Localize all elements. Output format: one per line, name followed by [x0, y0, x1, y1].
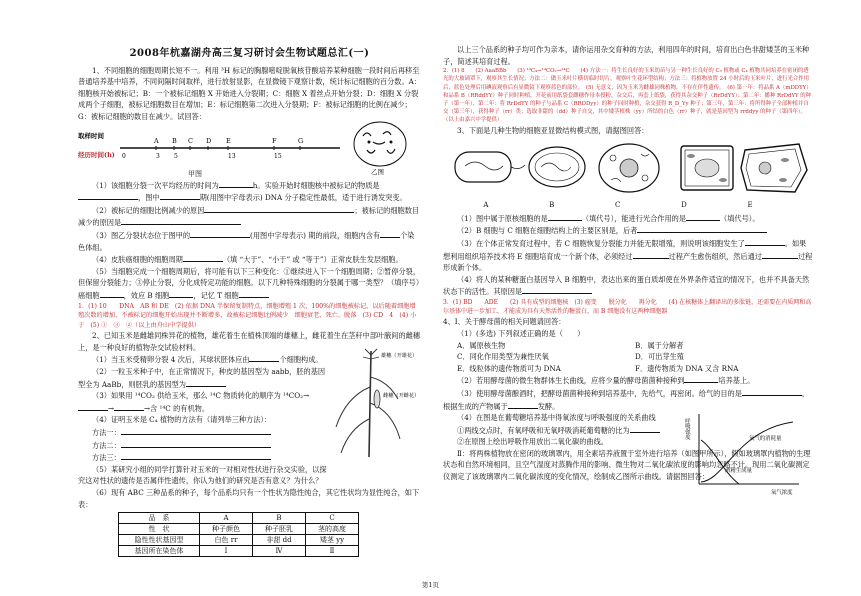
- q4-graph-section: [443, 412, 813, 497]
- table-cell: 基因所在染色体: [119, 546, 200, 557]
- answer-blank[interactable]: [204, 204, 354, 213]
- curve-label-oxygen: 氧气的消耗量: [749, 436, 782, 443]
- cell-a-bacterium: [455, 152, 525, 182]
- q2-continuation: 以上三个品系的种子均可作为亲本，请你运用杂交育种的方法，利用四年的时间，培育出白色非甜矮茎的玉米种子，简述其培育过程。: [443, 45, 810, 66]
- timeline-label-top: 取样时间: [78, 131, 104, 140]
- figure-caption-yi: 乙图: [371, 167, 384, 176]
- q4-sub4: （4）在图是在葡萄糖培养基中得氧浓度与呼吸强度的关系曲线: [457, 413, 656, 423]
- answer-blank[interactable]: [160, 191, 200, 200]
- timeline-tick-label: 13: [228, 152, 236, 160]
- q4-sub3-text: 发酵。: [537, 401, 560, 411]
- cell-labels: [453, 200, 783, 212]
- graph-xlabel: 氧气浓度: [771, 490, 793, 497]
- q3-sub3-text: 过程形成新个体。: [443, 251, 813, 273]
- timeline-point-label: D: [206, 136, 212, 145]
- q3-sub1-text: （填代号），能进行光合作用的是: [581, 213, 687, 223]
- q4-sub2: （2）若用酵母菌的微生物群体生长曲线，应将少量的酵母菌菌种接种到: [457, 376, 685, 386]
- maize-plant-diagram: [333, 347, 419, 459]
- maize-label-ear: 雌穗（开雌花）: [383, 393, 420, 400]
- option-item[interactable]: F．遗传物质为 DNA 又含 RNA: [635, 363, 739, 373]
- answer-blank[interactable]: [745, 237, 785, 246]
- q4-stem: 4、Ⅰ、关于酵母菌的相关问题请回答：: [443, 317, 566, 327]
- table-cell: 性 状: [119, 524, 200, 535]
- cell-d-plant: [681, 146, 733, 190]
- cell-label: C: [615, 201, 621, 210]
- q2-sub2: （2）一粒玉米种子中，在正常情况下，种皮的基因型为 aabb，胚的基因型全为 AaBb，则胚乳的基因型为: [78, 367, 326, 389]
- q1-sub5-text: ，记忆 T 细胞: [193, 290, 239, 300]
- q1-stem: 1、不同细胞的细胞周期长短不一。利用 ³H 标记的胸腺嘧啶脱氧核苷酸培养某种细胞一段时间后再移至普通培养基中培养，不同间隔时间取样，进行放射显影，在显微镜下观察计数，统计标记细胞的百分数。A：细胞核开始被标记；B：一个被标记细胞 X 开始进入分裂期；C：细胞 X 着丝点开始分裂；D：细胞 X 分裂成两个子细胞，被标记细胞数目在增加；E：标记细胞第二次进入分裂期；F：被标记细胞的比例在减少；G：被标记细胞的数目在减少。试回答：: [78, 65, 422, 121]
- timeline-point-label: B: [172, 136, 177, 145]
- table-cell: 品 系: [119, 513, 200, 524]
- timeline-tick-label: 5: [174, 152, 178, 160]
- option-item[interactable]: B．属于分解者: [635, 340, 684, 350]
- table-cell: Ⅱ: [306, 546, 359, 557]
- table-cell: 茎的高度: [306, 524, 359, 535]
- timeline-label-bottom: 经历时间(h): [78, 150, 115, 159]
- answer-blank[interactable]: [637, 224, 767, 233]
- table-row: [119, 524, 359, 535]
- q2-answer: 2．(1) 8 (2) AaaBBb (3) ¹⁴C₄→¹⁴CO₂→¹⁴C (4) 方法一：将生长良好的玉米幼苗与另一种生长良好的 C₃ 植物或 C₄ 植物共同培养在密闭的透光的大玻璃罩下，观察其生长情况；方法二：做玉米叶片横切临时切片，观察叶生花环型结构；方法三：将植物放置 24 小时后的玉米叶片，进行光合作用后，蓝色处理后用碘液观察后有显微镜下观察蓝色的部位。 (5) 无意义，因为玉米为雌雄同株植物，不存在伴性遗传。 (6) 第一年：将品系 A（mDDYY）和品系 B（RRddYY）种子同时种植，开花前用纸袋套雌穗作母本授粉，杂交后，再套上纸袋，获得其杂交种子（RrDdYY）；第二年：播种 RrDdYY 的种子（第一年），第二年：将 RrDdYY 的种子与品系 C（RRDDyy）的种子同时种植，杂交获得 R_D_Yy 种子；第三年，第三年：将所得种子全部种植并自交（第三年），获得种子（rr）类；选取非甜的（dd）种子自交，其中矮茎植株（yy）所结的白色（rr）种子，就是基因型为 rrddyy 的种子（第四年）。（以上由嘉兴中学提供）: [443, 68, 812, 124]
- q4-sub3-text: ，根据生成的产物属于: [443, 388, 810, 411]
- option-item[interactable]: E．线粒体的遗传物质可为 DNA: [457, 363, 561, 373]
- answer-blank[interactable]: [380, 229, 400, 238]
- q1-sub5: （5）当细胞完成一个细胞周期后，将可能有以下三种变化：①继续进入下一个细胞周期；②暂停分裂，但保留分裂能力；③停止分裂，分化成特定功能的细胞。以下几种特殊细胞的分裂属于哪一类型？（填序号）癌细胞: [78, 266, 421, 300]
- answer-blank[interactable]: [219, 179, 253, 188]
- q2-sub1: （1）当玉米受精卵分裂 4 次后，其球状胚体应由: [92, 355, 250, 365]
- table-cell: 隐性性状基因型: [119, 535, 200, 546]
- timeline-point-label: E: [226, 136, 231, 145]
- q3-sub4: （4）将人的某种糖蛋白基因导入 B 细胞中，表达出来的蛋白质却使在外界条件适宜的情况下，也并不具备天然状态下的活性。其原因是: [443, 274, 810, 297]
- q1-sub1-text: 期(用图中字母表示) DNA 分子稳定性最低，适于进行诱发突变。: [199, 193, 407, 203]
- answer-blank[interactable]: [190, 229, 250, 238]
- table-cell: 非甜 dd: [253, 535, 306, 546]
- q1-sub1-text: ，图中: [138, 193, 160, 203]
- q4-sub3: （3）使用酵母菌酿酒时，把酵母菌菌种接种到培养基中，先给气，再密闭。给气的目的是: [457, 388, 742, 398]
- q2-sub6: （6）现有 ABC 三种品系的种子，每个品系均只有一个性状为隐性纯合，其它性状均为显性纯合，如下表：: [78, 488, 420, 509]
- q4-sub1: （1）(多选) 下列叙述正确的是（ ）: [457, 328, 585, 338]
- timeline-tick-label: 0: [122, 152, 126, 160]
- answer-blank[interactable]: [78, 402, 108, 411]
- q3-sub2: （2）B 细胞与 C 细胞在细胞结构上的主要区别是，后者: [457, 226, 638, 236]
- answer-blank[interactable]: [100, 289, 124, 298]
- answer-blank[interactable]: [114, 402, 144, 411]
- respiration-graph: [685, 410, 803, 496]
- cell-label: E: [747, 201, 753, 210]
- cell-e-plant-large: [741, 144, 807, 192]
- q4-sub4c: Ⅱ：将两株植物放在密闭的玻璃罩内，用全素培养液置于室外进行培养（如图甲所示），假如玻璃罩内植物的生理状态和自然环境相同，且空气湿度对蒸腾作用的影响、微生物对二氧化碳浓度的影响均忽略不计。现用二氧化碳测定仪测定了该玻璃罩内二氧化碳浓度的变化情况，绘制成乙图所示曲线。请据图回答：: [443, 448, 811, 482]
- curve-label-alcohol: 酒精生成量: [725, 468, 752, 475]
- answer-blank[interactable]: [169, 289, 193, 298]
- answer-blank[interactable]: [742, 387, 802, 396]
- maize-label-tassel: 雄穗（开雄花）: [381, 353, 418, 360]
- timeline-point-label: F: [272, 136, 277, 145]
- cell-structure-figure: [443, 140, 813, 198]
- graph-ylabel: 呼吸强度: [684, 418, 690, 440]
- q3-sub1-text: （填代号）。: [720, 213, 760, 223]
- answer-blank[interactable]: [684, 374, 718, 383]
- q2-sub3: （3）如果用 ¹⁴CO₂ 供给玉米，那么 ¹⁴C 物质转化的顺序为 ¹⁴CO₂→: [92, 391, 310, 401]
- q4-sub4a: ①两线交点时，有氧呼吸和无氧呼吸消耗葡萄糖的比为: [457, 425, 630, 435]
- option-item[interactable]: D．可出芽生殖: [635, 352, 684, 362]
- answer-blank[interactable]: [630, 424, 660, 433]
- option-item[interactable]: C．同化作用类型为兼性厌氧: [457, 352, 549, 362]
- q4-options: [443, 340, 813, 375]
- q2-method-1: 方法一：: [92, 428, 121, 438]
- q1-answer: 1．(1) 10 DNA AB 和 DE (2) 依据 DNA 半保留复制特点，细胞增殖 1 次，100%的细胞被标记，以后随着细胞增殖次数的增加，不被标记的细胞开始出现并不断增多，故被标记细胞比例减少 细胞衰老、死亡、脱落 (3) CD 4 (4) 小于 (5) ① ③ ②（以上由舟山中学提供）: [78, 302, 417, 329]
- answer-blank[interactable]: [762, 250, 798, 259]
- q1-sub4: （4）皮肤癌细胞的细胞周期: [92, 255, 183, 265]
- q2-sub5: （5）某研究小组的同学打算针对玉米的一对相对性状进行杂交实验，以探究这对性状的遗传是否属伴性遗传，你认为他们的研究是否有意义？为什么？: [78, 464, 327, 486]
- answer-blank[interactable]: [121, 216, 241, 225]
- answer-blank[interactable]: [183, 253, 223, 262]
- left-column: [78, 0, 421, 557]
- cell-c-animal: [599, 144, 659, 192]
- table-row: [119, 546, 359, 557]
- table-cell: 矮茎 yy: [306, 535, 359, 546]
- table-row: [119, 535, 359, 546]
- figure-caption-jia: 甲图: [188, 169, 202, 178]
- answer-blank[interactable]: [508, 400, 538, 409]
- maize-section: [78, 353, 421, 487]
- answer-blank[interactable]: [548, 212, 582, 221]
- answer-blank[interactable]: [121, 439, 271, 448]
- q3-sub3-text: 。如果想利用组织培养技术将 E 细胞培育成一个新个体，必须经过: [443, 238, 807, 261]
- q3-sub1: （1）图中属于原核细胞的是: [457, 213, 548, 223]
- answer-blank[interactable]: [78, 191, 138, 200]
- option-item[interactable]: A．属原核生物: [457, 340, 506, 350]
- q2-method-2: 方法二：: [92, 440, 121, 450]
- page-title: 2008年杭嘉湖舟高三复习研讨会生物试题总汇(一): [129, 48, 370, 59]
- q4-sub2-text: 培养基上。: [718, 376, 755, 386]
- cell-label: D: [681, 201, 687, 210]
- q1-sub3-text: 个染色体组。: [78, 230, 415, 252]
- answer-blank[interactable]: [121, 426, 271, 435]
- cell-b-cyanobacterium: [529, 147, 585, 187]
- q4-sub4b: ②在原图上绘出呼吸作用放出二氧化碳的曲线。: [457, 437, 608, 447]
- answer-blank[interactable]: [686, 212, 720, 221]
- q2-sub3-text: →: [108, 403, 115, 413]
- q2-sub4: （4）证明玉米是 C₄ 植物的方法有（请列举三种方法）：: [92, 415, 272, 425]
- timeline-figure: [78, 126, 421, 178]
- q1-sub2-text: ；被标记的细胞数目减少的原因是: [78, 205, 420, 228]
- q3-stem: 3、下面是几种生物的细胞亚显微结构模式图，请据图回答：: [457, 125, 649, 135]
- q3-sub3-text: 过程产生愈伤组织，然后通过: [668, 251, 762, 261]
- cell-label: B: [549, 201, 555, 210]
- q2-stem: 2、已知玉米是雌雄同株异花的植物，雄花着生在植株顶端的雄穗上，雌花着生在茎秆中部叶腋间的雌穗上，是一种良好的植物杂交试验材料。: [78, 331, 421, 352]
- q3-sub3: （3）在个体正常发育过程中，若 C 细胞恢复分裂能力并能无限增殖，则说明该细胞发生了: [457, 238, 745, 248]
- answer-blank[interactable]: [186, 378, 226, 387]
- table-cell: Ⅰ: [200, 546, 253, 557]
- q1-sub3-text: (用图中字母表示) 期的前段，细胞内含有: [250, 230, 381, 240]
- q1-sub1: （1）该细胞分裂一次平均经历的时间为: [92, 180, 219, 190]
- table-cell: 种子颜色: [200, 524, 253, 535]
- answer-blank[interactable]: [522, 285, 592, 294]
- table-row: [119, 513, 359, 524]
- cell-label: A: [483, 201, 489, 210]
- table-cell: A: [200, 513, 253, 524]
- timeline-point-label: A: [154, 136, 159, 145]
- answer-blank[interactable]: [239, 289, 269, 298]
- q1-sub3: （3）图乙分裂状态位于图甲的: [92, 230, 191, 240]
- table-cell: Ⅳ: [253, 546, 306, 557]
- table-cell: C: [306, 513, 359, 524]
- right-column: [443, 0, 813, 497]
- table-cell: 种子胚乳: [253, 524, 306, 535]
- q2-method-3: 方法三：: [92, 453, 121, 463]
- answer-blank[interactable]: [121, 451, 271, 460]
- dividing-cell-diagram: [349, 120, 411, 176]
- timeline-tick-label: 15: [274, 152, 282, 160]
- answer-blank[interactable]: [249, 353, 279, 362]
- table-cell: 白色 rr: [200, 535, 253, 546]
- table-cell: B: [253, 513, 306, 524]
- q1-sub2: （2）被标记的细胞比例减少的原因: [92, 205, 205, 215]
- page-footer: 第1页: [421, 581, 440, 589]
- timeline-point-label: G: [298, 136, 304, 145]
- timeline-point-label: C: [188, 136, 193, 145]
- q1-sub1-text: h。实验开始时细胞核中被标记的物质是: [252, 180, 380, 190]
- timeline-tick-label: 3: [156, 152, 160, 160]
- maize-strain-table: [118, 512, 359, 557]
- q1-sub4-text: （填 “大于”、“小于” 或 “等于”）正常皮肤生发层细胞。: [222, 255, 403, 265]
- q2-sub1-text: 个细胞构成。: [279, 355, 323, 365]
- answer-blank[interactable]: [633, 250, 669, 259]
- q3-answer: 3．(1) BD ADE (2) 具有成型的细胞核 (3) 癌变 脱分化 再分化 (4) 在核糖体上翻译出的多肽链，还需要在内质网和高尔基体中进一步加工，才能成为具有天然活性的糖蛋白，而 B 细胞没有这两种细胞器: [443, 298, 812, 316]
- q1-sub5-text: ，效应 B 细胞: [123, 290, 170, 300]
- q2-sub3-text: →含 ¹⁴C 的有机物。: [144, 403, 210, 413]
